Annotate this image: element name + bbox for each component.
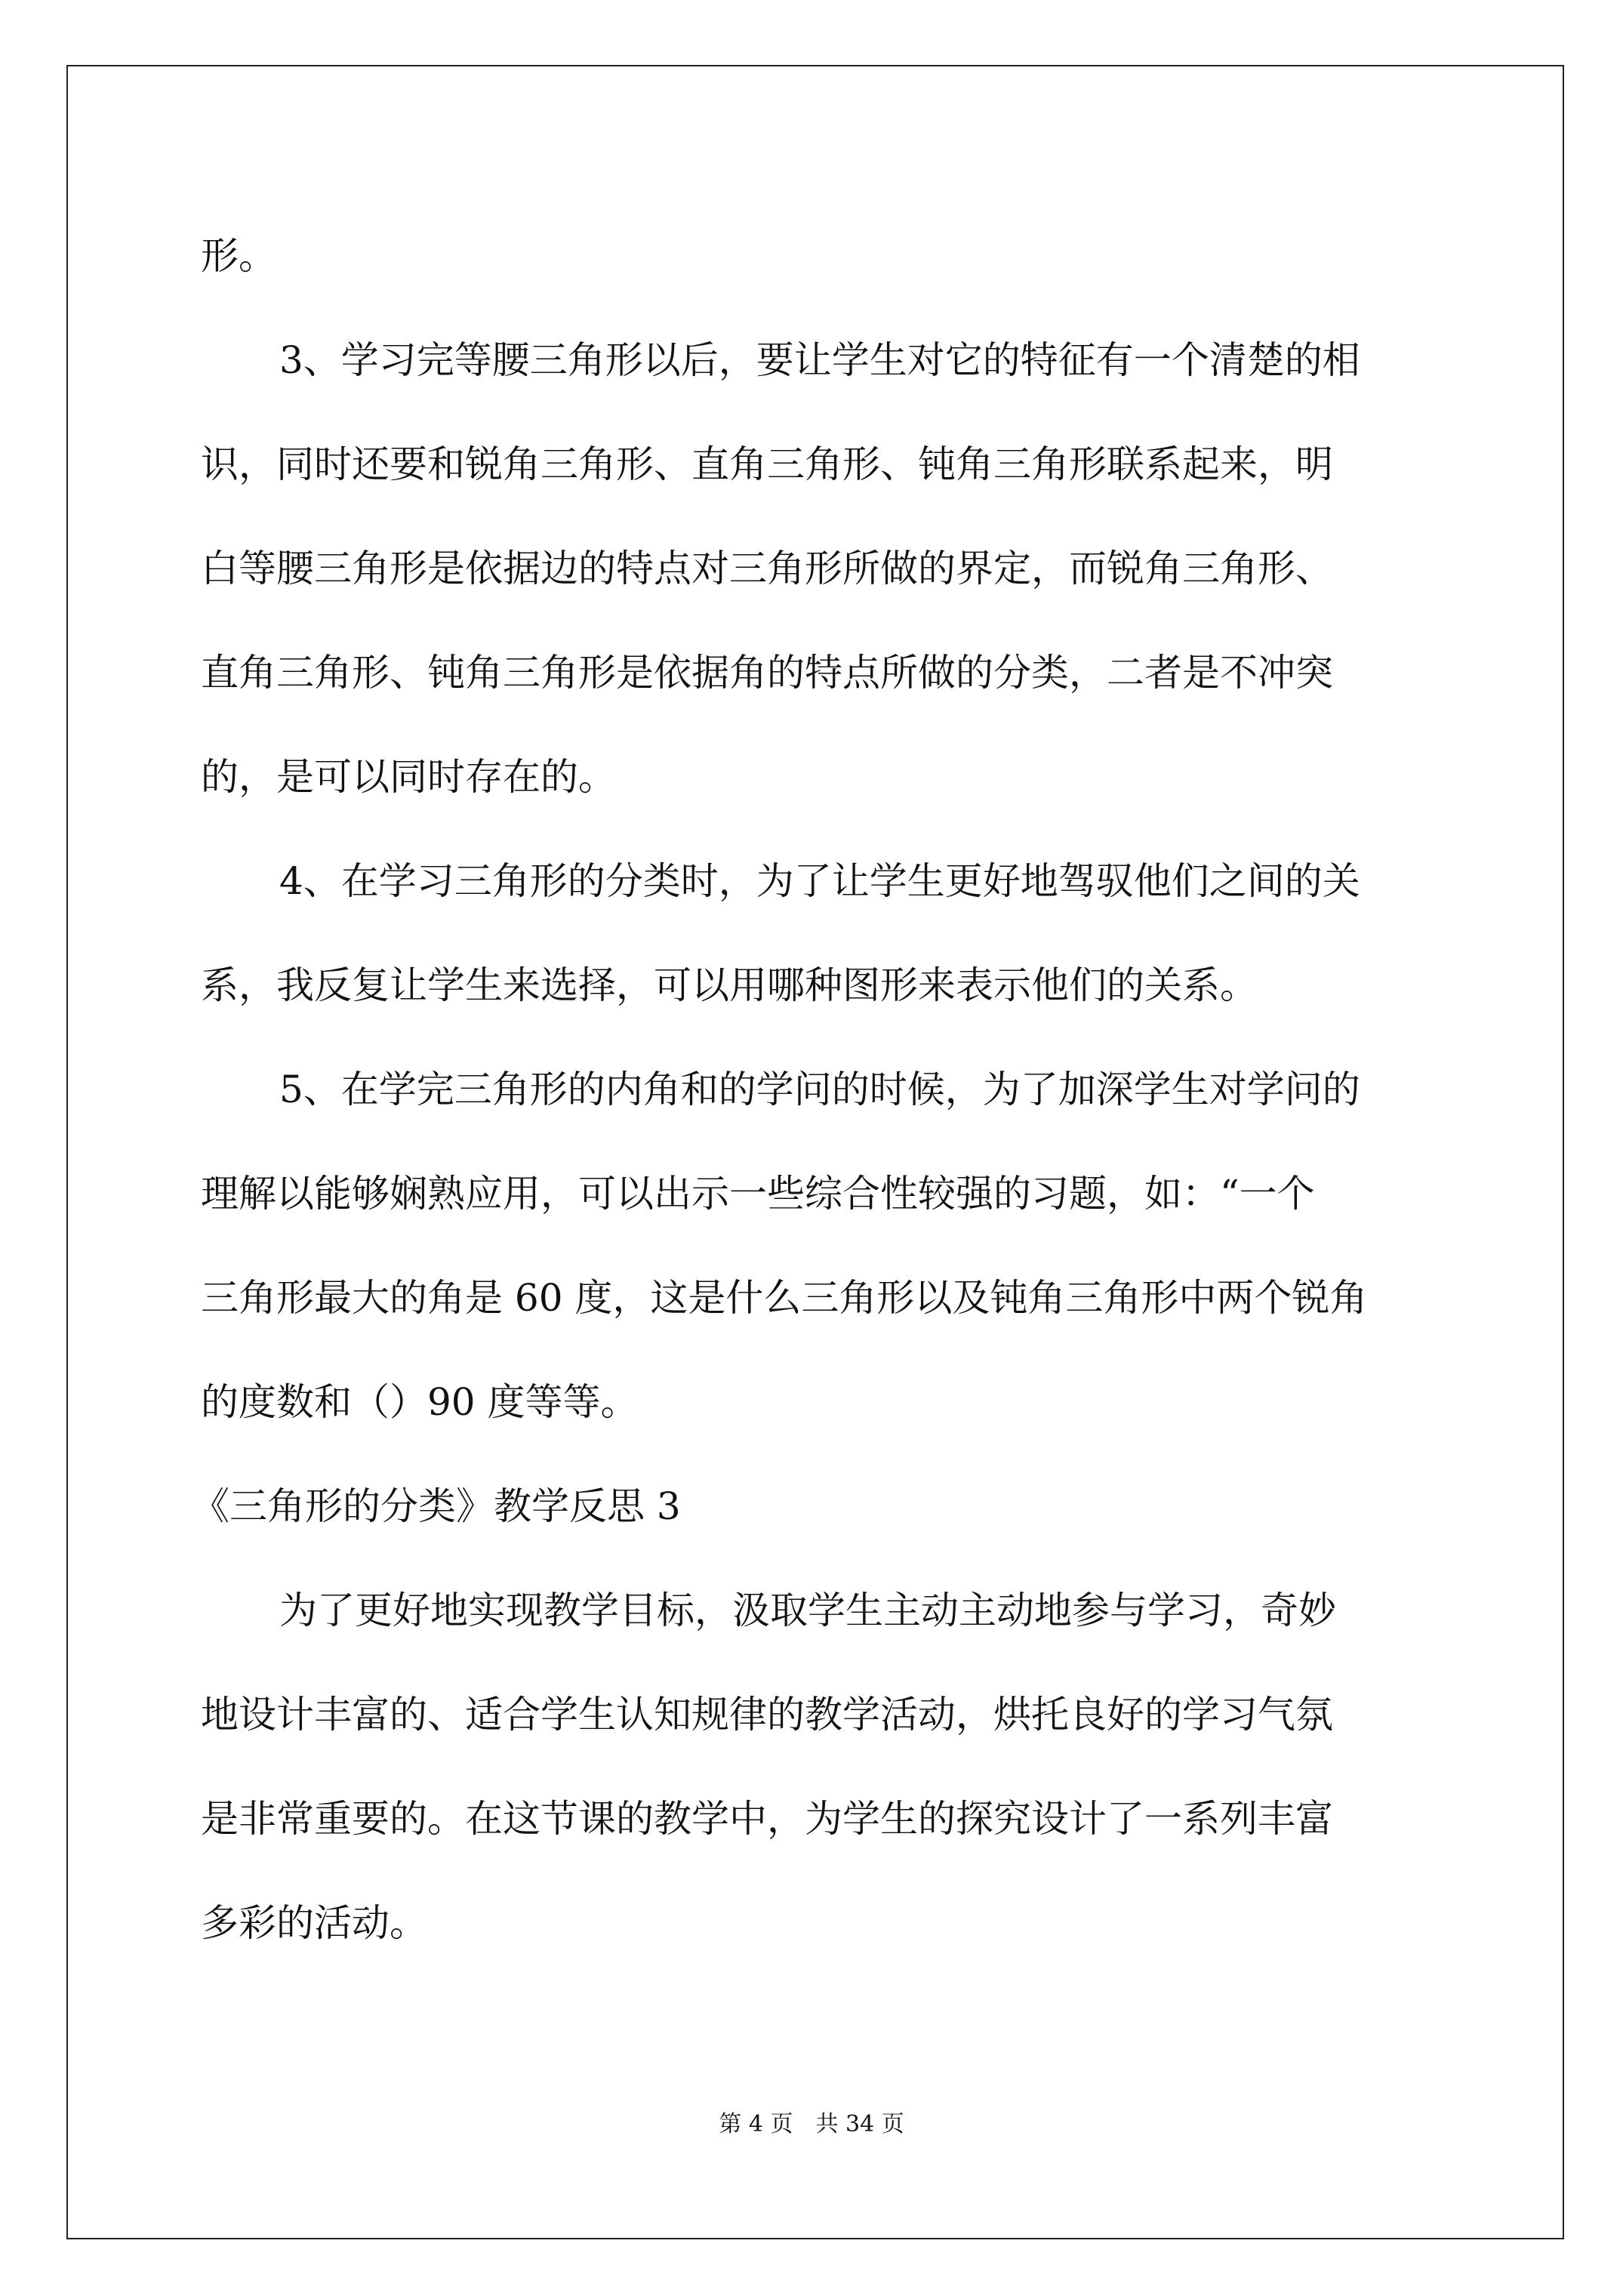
page-number: 第 4 页 共 34 页	[719, 2111, 904, 2137]
document-body	[192, 204, 1431, 1975]
text-line: 直角三角形、钝角三角形是依据角的特点所做的分类，二者是不冲突	[201, 651, 1333, 695]
text-line: 三角形最大的角是 60 度，这是什么三角形以及钝角三角形中两个锐角	[201, 1276, 1368, 1320]
text-line: 是非常重要的。在这节课的教学中，为学生的探究设计了一系列丰富	[201, 1797, 1333, 1841]
text-line: 地设计丰富的、适合学生认知规律的教学活动，烘托良好的学习气氛	[201, 1693, 1333, 1737]
text-line: 3、学习完等腰三角形以后，要让学生对它的特征有一个清楚的相	[279, 338, 1360, 382]
text-line: 白等腰三角形是依据边的特点对三角形所做的界定，而锐角三角形、	[201, 547, 1333, 590]
section-heading: 《三角形的分类》教学反思 3	[192, 1484, 681, 1528]
text-line: 形。	[201, 234, 276, 278]
text-line: 4、在学习三角形的分类时，为了让学生更好地驾驭他们之间的关	[279, 859, 1360, 903]
text-line: 多彩的活动。	[201, 1901, 427, 1945]
text-line: 系，我反复让学生来选择，可以用哪种图形来表示他们的关系。	[201, 963, 1258, 1007]
text-line: 理解以能够娴熟应用，可以出示一些综合性较强的习题，如：“一个	[201, 1172, 1315, 1216]
text-line: 5、在学完三角形的内角和的学问的时候，为了加深学生对学问的	[279, 1068, 1360, 1111]
text-line: 识，同时还要和锐角三角形、直角三角形、钝角三角形联系起来，明	[201, 442, 1333, 486]
text-line: 为了更好地实现教学目标，汲取学生主动主动地参与学习，奇妙	[279, 1589, 1336, 1632]
text-line: 的度数和（）90 度等等。	[201, 1380, 639, 1424]
text-line: 的，是可以同时存在的。	[201, 755, 616, 799]
